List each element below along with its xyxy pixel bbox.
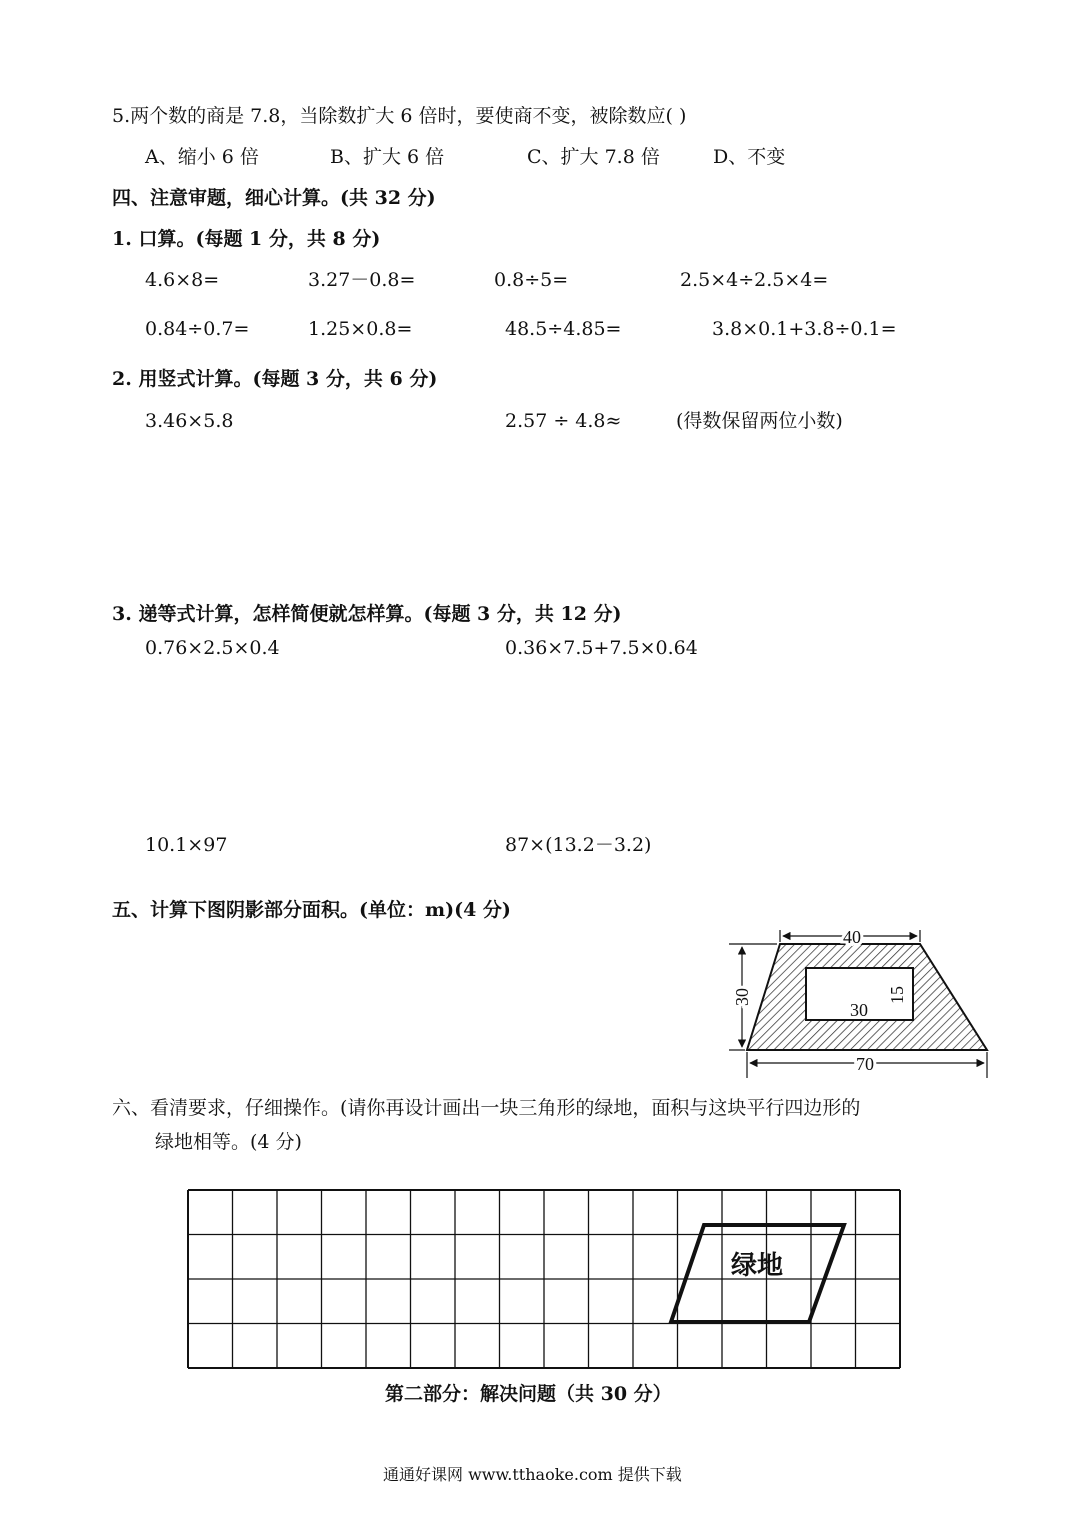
oral-calc-8: 3.8×0.1+3.8÷0.1= [712,318,897,340]
step-calc-3: 10.1×97 [145,834,228,856]
q5-option-d: D、不变 [713,146,786,168]
label-bottom: 70 [856,1054,874,1074]
step-calc-4: 87×(13.2－3.2) [505,834,652,856]
section-5-title: 五、计算下图阴影部分面积。(单位：m)(4 分) [112,899,511,921]
vertical-calc-1: 3.46×5.8 [145,410,234,432]
q5-option-b: B、扩大 6 倍 [330,146,445,168]
q5-option-a: A、缩小 6 倍 [145,146,259,168]
step-calc-1: 0.76×2.5×0.4 [145,637,280,659]
oral-calc-4: 2.5×4÷2.5×4= [680,269,829,291]
section-6-title-line-1: 六、看清要求，仔细操作。(请你再设计画出一块三角形的绿地，面积与这块平行四边形的 [112,1097,861,1119]
label-height: 30 [732,988,752,1006]
section-6-title-line-2: 绿地相等。(4 分) [155,1131,302,1153]
trapezoid-figure [725,920,1000,1082]
oral-calc-7: 48.5÷4.85= [505,318,622,340]
footer-text: 通通好课网 www.tthaoke.com 提供下载 [383,1465,682,1484]
label-rect-width: 30 [850,1000,868,1020]
label-top: 40 [843,927,861,947]
oral-calc-6: 1.25×0.8= [308,318,413,340]
vertical-calc-note: (得数保留两位小数) [676,410,843,432]
part-1-title: 1. 口算。(每题 1 分，共 8 分) [112,228,381,250]
oral-calc-1: 4.6×8= [145,269,220,291]
question-5-text: 5.两个数的商是 7.8，当除数扩大 6 倍时，要使商不变，被除数应( ) [112,105,687,127]
vertical-calc-2: 2.57 ÷ 4.8≈ [505,410,622,432]
part-2-title: 2. 用竖式计算。(每题 3 分，共 6 分) [112,368,438,390]
part-2-heading: 第二部分：解决问题（共 30 分） [385,1383,672,1405]
part-3-title: 3. 递等式计算，怎样简便就怎样算。(每题 3 分，共 12 分) [112,603,622,625]
section-4-title: 四、注意审题，细心计算。(共 32 分) [112,187,436,209]
q5-option-c: C、扩大 7.8 倍 [527,146,660,168]
green-space-label: 绿地 [730,1251,784,1281]
oral-calc-2: 3.27－0.8= [308,269,416,291]
oral-calc-3: 0.8÷5= [494,269,569,291]
square-grid [186,1188,902,1370]
label-rect-height: 15 [887,986,907,1004]
step-calc-2: 0.36×7.5+7.5×0.64 [505,637,698,659]
oral-calc-5: 0.84÷0.7= [145,318,250,340]
